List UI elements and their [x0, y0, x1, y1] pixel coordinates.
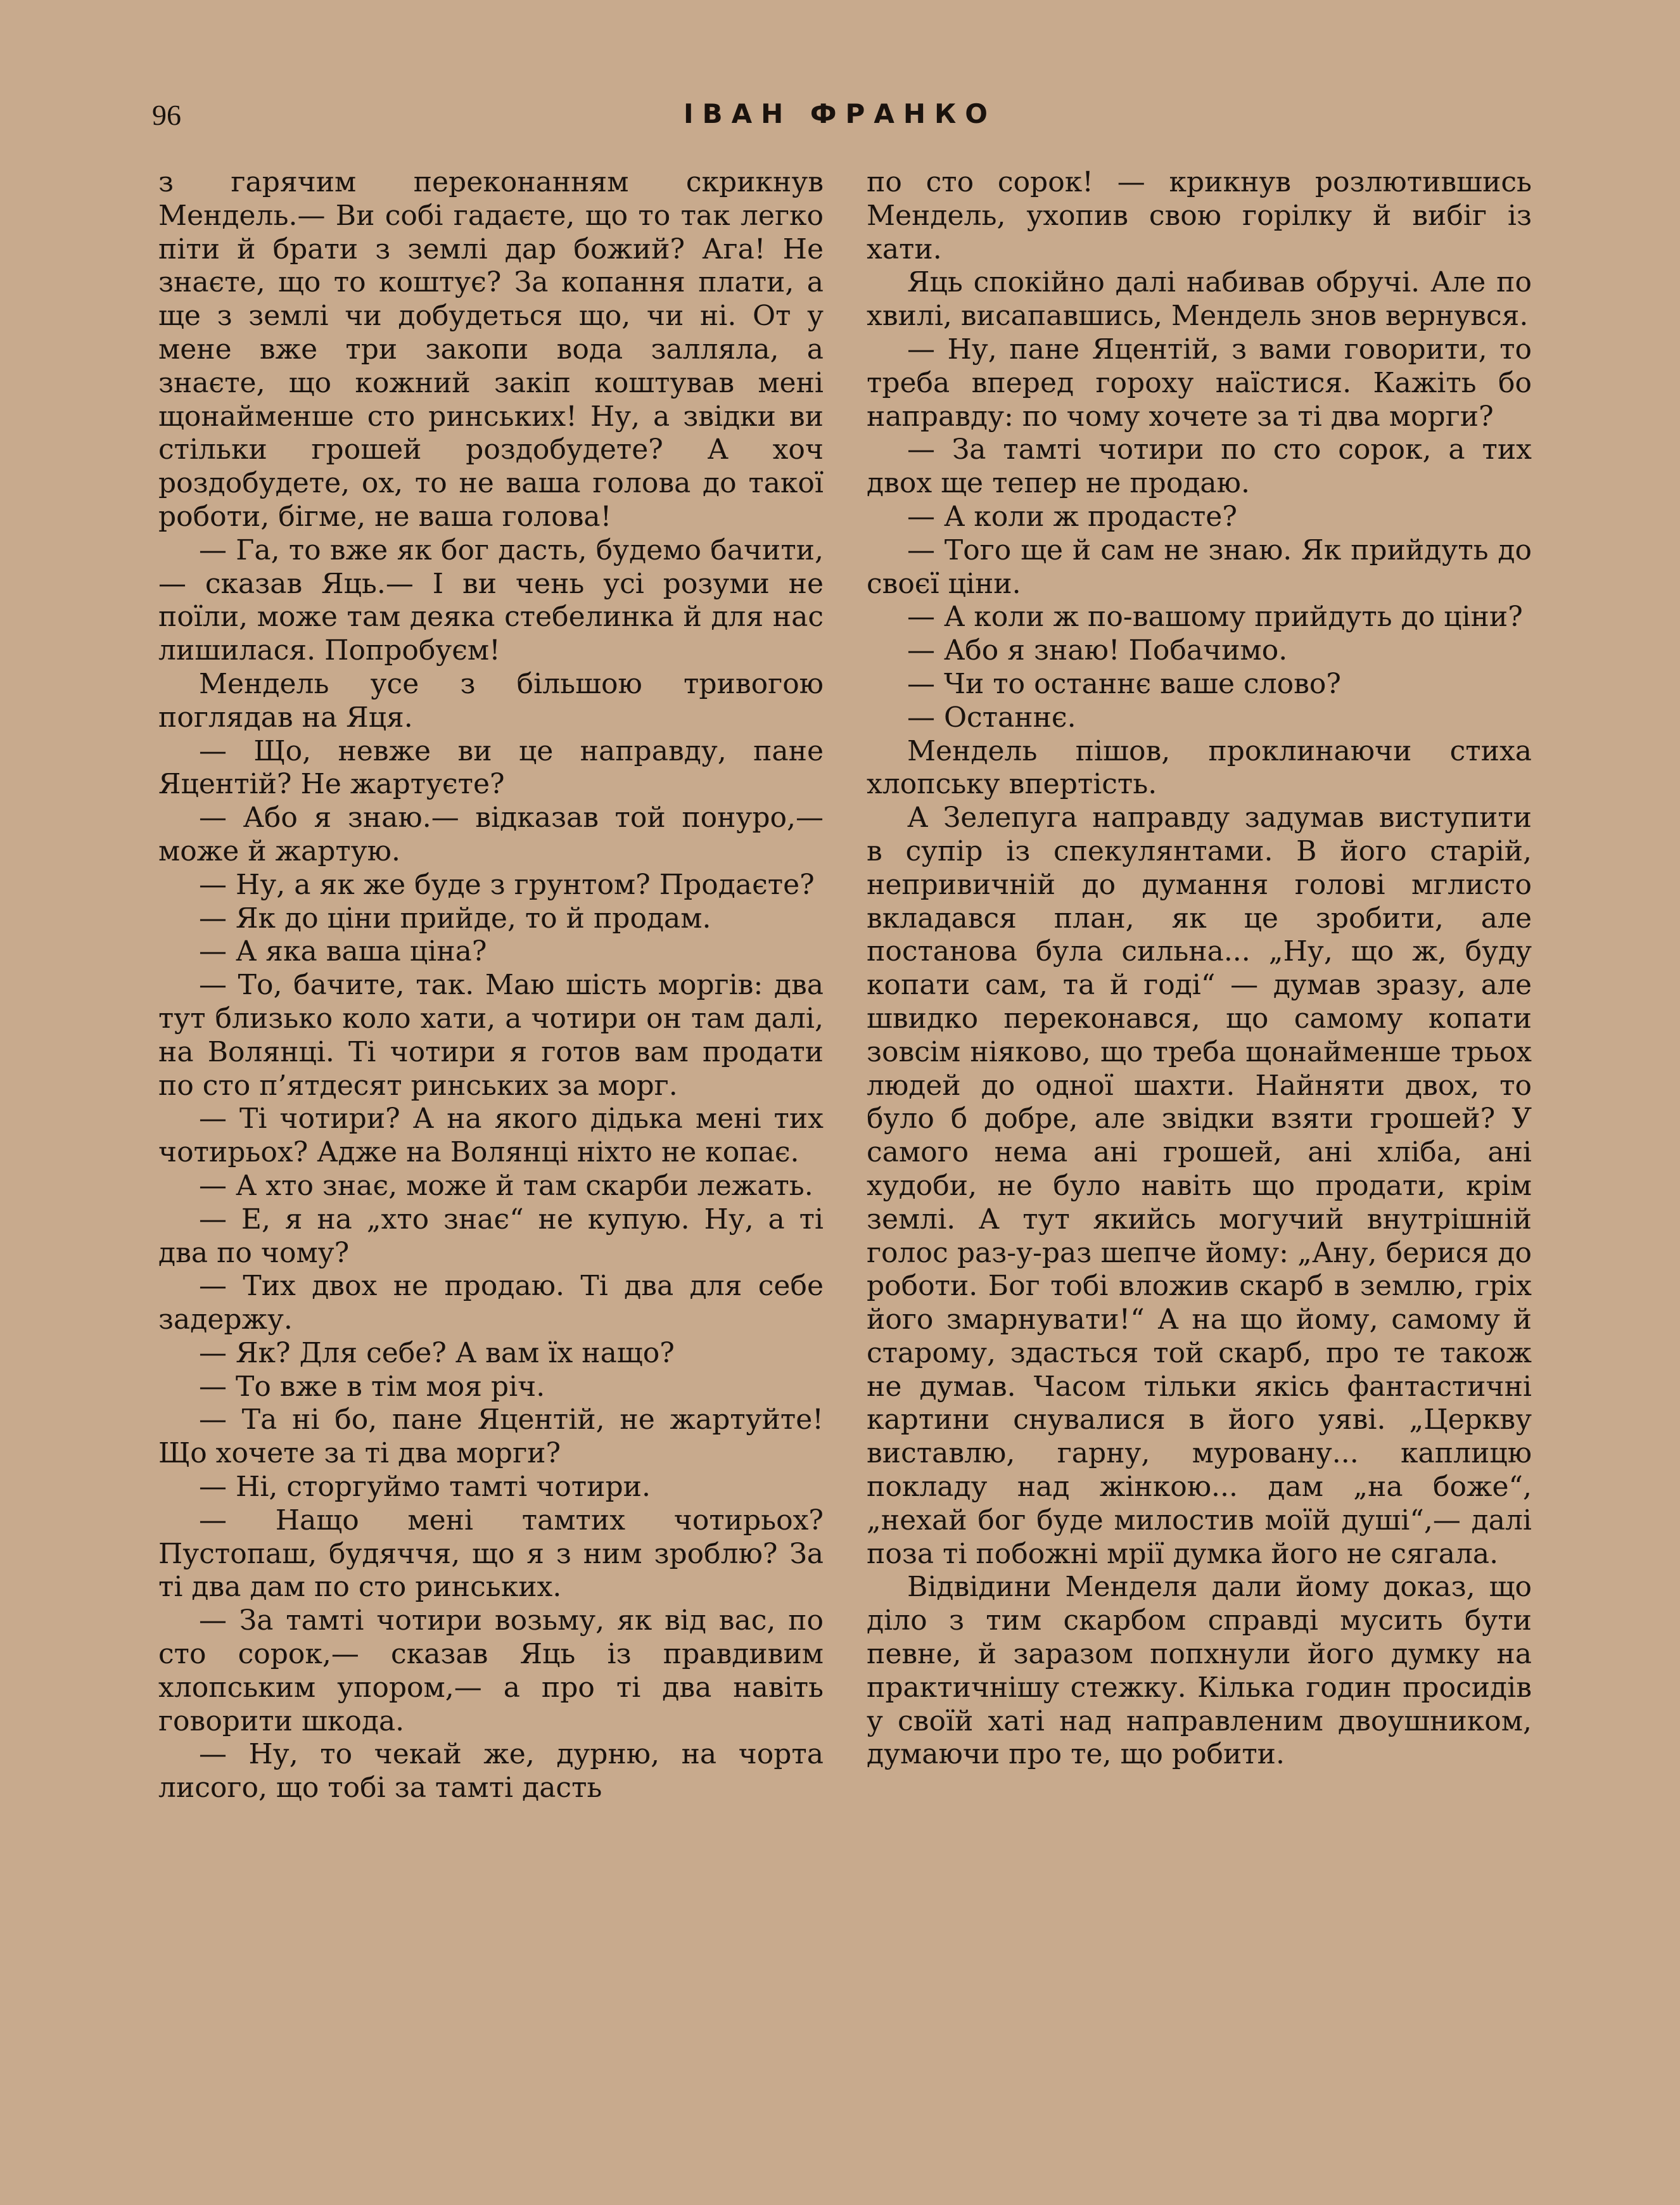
paragraph: — Як до ціни прийде, то й продам.: [199, 902, 711, 935]
paragraph: — Ну, то чекай же, дурню, на чорта лисого, що тобі за тамті дасть: [158, 1738, 824, 1805]
paragraph: — То, бачите, так. Маю шість моргів: два тут близько коло хати, а чотири он там далі, на Волянці. Ті чотири я готов вам продати по сто п’ятдесят ринських за морг.: [158, 969, 824, 1102]
paragraph: — Того ще й сам не знаю. Як прийдуть до своєї ціни.: [867, 534, 1532, 600]
paragraph: з гарячим переконанням скрикнув Мендель.— Ви собі гадаєте, що то так легко піти й брати з землі дар божий? Ага! Не знаєте, що то коштує? За копання плати, а ще з землі чи добудеться що, чи ні. От у мене вже три закопи вода залляла, а знаєте, що кожний закіп коштував мені щонайменше сто ринських! Ну, а звідки ви стільки грошей роздобудете? А хоч роздобудете, ох, то не ваша голова до такої роботи, бігме, не ваша голова!: [158, 166, 824, 533]
paragraph: — То вже в тім моя річ.: [199, 1370, 545, 1403]
paragraph: — Ні, сторгуймо тамті чотири.: [199, 1471, 651, 1504]
paragraph: — Тих двох не продаю. Ті два для себе задержу.: [158, 1270, 824, 1336]
paragraph: — А коли ж по-вашому прийдуть до ціни?: [907, 601, 1523, 634]
paragraph: — Як? Для себе? А вам їх нащо?: [199, 1336, 675, 1369]
paragraph: А Зелепуга направду задумав виступити в супір із спекулянтами. В його старій, непривичній до думання голові мглисто вкладався план, як це зробити, але постанова була сильна... „Ну, що ж, буду копати сам, та й годі“ — думав зразу, але швидко переконався, що самому копати зовсім ніяково, що треба щонайменше трьох людей до одної шахти. Найняти двох, то було б добре, але звідки взяти грошей? У самого нема ані грошей, ані хліба, ані худоби, не було навіть що продати, крім землі. А тут якийсь могучий внутрішній голос раз-у-раз шепче йому: „Ану, берися до роботи. Бог тобі вложив скарб в землю, гріх його змарнувати!“ А на що йому, самому й старому, здасться той скарб, про те також не думав. Часом тільки якісь фантастичні картини снувалися в його уяві. „Церкву виставлю, гарну, муровану... каплицю покладу над жінкою... дам „на боже“, „нехай бог буде милостив моїй душі“,— далі поза ті побожні мрії думка його не сягала.: [867, 802, 1532, 1570]
paragraph: — Що, невже ви це направду, пане Яцентій? Не жартуєте?: [158, 734, 824, 801]
paragraph: — Ті чотири? А на якого дідька мені тих чотирьох? Адже на Волянці ніхто не копає.: [158, 1102, 824, 1169]
paragraph: — А коли ж продасте?: [907, 500, 1237, 533]
right-column: [867, 166, 1532, 1772]
paragraph: — А яка ваша ціна?: [199, 935, 487, 968]
paragraph: — Нащо мені тамтих чотирьох? Пустопаш, будяччя, що я з ним зроблю? За ті два дам по сто ринських.: [158, 1504, 824, 1604]
paragraph: — Ну, а як же буде з грунтом? Продаєте?: [199, 868, 815, 901]
paragraph: Мендель пішов, проклинаючи стиха хлопську впертість.: [867, 734, 1532, 801]
paragraph: — За тамті чотири возьму, як від вас, по сто сорок,— сказав Яць із правдивим хлопським упором,— а про ті два навіть говорити шкода.: [158, 1604, 824, 1737]
paragraph: по сто сорок! — крикнув розлютившись Мендель, ухопив свою горілку й вибіг із хати.: [867, 166, 1532, 265]
paragraph: — Або я знаю! Побачимо.: [907, 634, 1288, 667]
paragraph: — Ну, пане Яцентій, з вами говорити, то треба вперед гороху наїстися. Кажіть бо направду: по чому хочете за ті два морги?: [867, 333, 1532, 433]
paragraph: — Га, то вже як бог дасть, будемо бачити,— сказав Яць.— І ви чень усі розуми не поїли, може там деяка стебелинка й для нас лишилася. Попробуєм!: [158, 534, 824, 667]
page-number: 96: [152, 99, 181, 131]
paragraph: — Е, я на „хто знає“ не купую. Ну, а ті два по чому?: [158, 1203, 824, 1269]
paragraph: — Чи то останнє ваше слово?: [907, 667, 1341, 700]
paragraph: — За тамті чотири по сто сорок, а тих двох ще тепер не продаю.: [867, 433, 1532, 500]
running-head: ІВАН ФРАНКО: [683, 98, 997, 129]
paragraph: — Останнє.: [907, 701, 1076, 734]
paragraph: Мендель усе з більшою тривогою поглядав на Яця.: [158, 667, 824, 734]
paragraph: — А хто знає, може й там скарби лежать.: [199, 1169, 813, 1202]
paragraph: Відвідини Менделя дали йому доказ, що діло з тим скарбом справді мусить бути певне, й заразом попхнули його думку на практичнішу стежку. Кілька годин просидів у своїй хаті над направленим двоушником, думаючи про те, що робити.: [867, 1571, 1532, 1771]
paragraph: — Або я знаю.— відказав той понуро,— може й жартую.: [158, 802, 824, 867]
left-column: [158, 166, 824, 1805]
paragraph: Яць спокійно далі набивав обручі. Але по хвилі, висапавшись, Мендель знов вернувся.: [867, 266, 1532, 333]
paragraph: — Та ні бо, пане Яцентій, не жартуйте! Що хочете за ті два морги?: [158, 1403, 824, 1470]
